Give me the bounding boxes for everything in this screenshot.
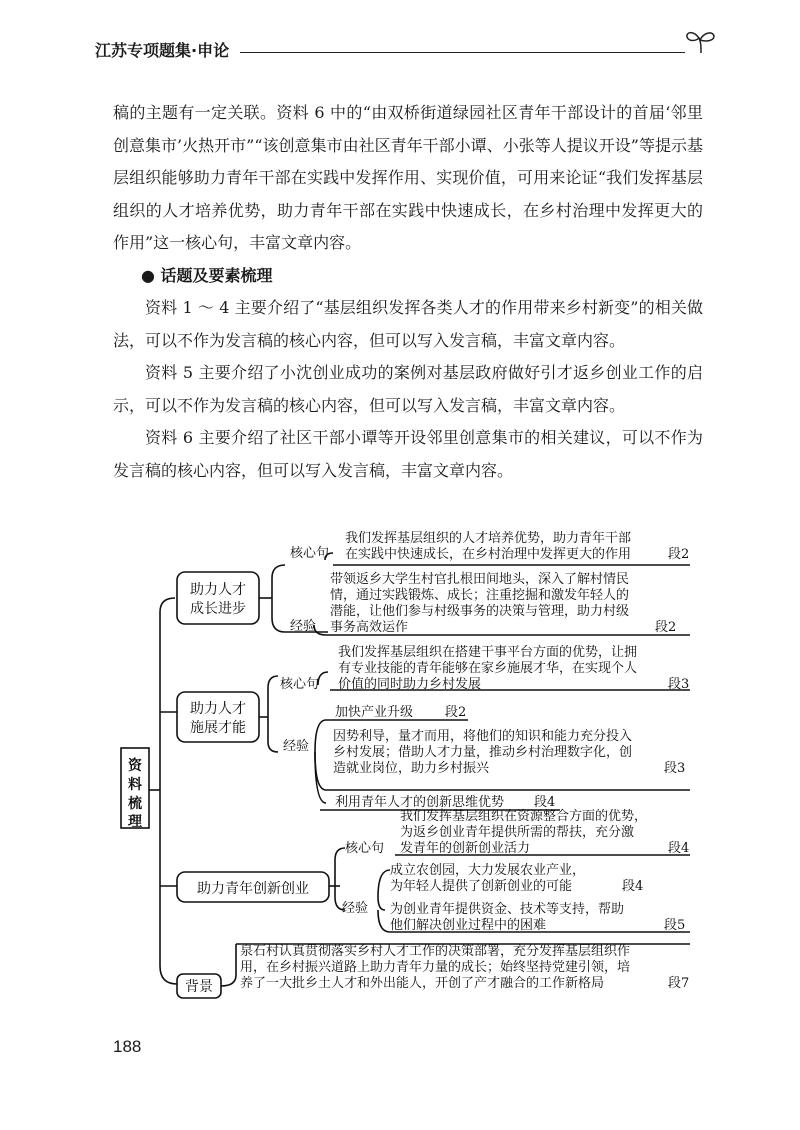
branch3-title: 助力青年创新创业 xyxy=(197,881,309,897)
background-ref: 段7 xyxy=(668,976,690,991)
branch3-exp1-line2: 为年轻人提供了创新创业的可能 xyxy=(390,879,573,894)
branch1-exp-label: 经验 xyxy=(290,619,317,634)
background-title: 背景 xyxy=(185,979,213,995)
branch3-exp2-ref: 段5 xyxy=(664,918,686,933)
branch1-core-label: 核心句 xyxy=(290,546,330,561)
branch3-core-line3: 发青年的创新创业活力 xyxy=(400,841,531,856)
branch3-exp1-ref: 段4 xyxy=(622,879,644,894)
branch2-core-line2: 有专业技能的青年能够在家乡施展才华，在实现个人 xyxy=(338,661,638,676)
background-line2: 用，在乡村振兴道路上助力青年力量的成长；始终坚持党建引领，培 xyxy=(240,960,631,975)
page-number: 188 xyxy=(113,1037,142,1056)
branch2-exp2-line3: 造就业岗位，助力乡村振兴 xyxy=(333,761,490,776)
root-char-4: 理 xyxy=(128,814,142,830)
branch1-exp-ref: 段2 xyxy=(655,620,677,635)
root-char-1: 资 xyxy=(128,758,142,774)
branch2-exp-label: 经验 xyxy=(283,739,310,754)
branch2-core-label: 核心句 xyxy=(280,677,320,692)
branch2-exp1-ref: 段2 xyxy=(445,705,467,720)
root-char-2: 料 xyxy=(128,777,142,793)
branch3-exp2-line1: 为创业青年提供资金、技术等支持，帮助 xyxy=(390,902,625,917)
branch2-core-line1: 我们发挥基层组织在搭建干事平台方面的优势，让拥 xyxy=(338,645,638,660)
section-heading: ● 话题及要素梳理 xyxy=(141,265,273,285)
paragraph: 资料 6 主要介绍了社区干部小谭等开设邻里创意集市的相关建议，可以不作为发言稿的核心内容，但可以写入发言稿，丰富文章内容。 xyxy=(113,428,703,480)
running-header-title: 江苏专项题集·申论 xyxy=(95,41,230,60)
branch2-core-line3: 价值的同时助力乡村发展 xyxy=(338,677,482,692)
branch3-core-line1: 我们发挥基层组织在资源整合方面的优势， xyxy=(400,809,648,824)
branch1-title-line1: 助力人才 xyxy=(190,582,246,598)
branch2-exp3-ref: 段4 xyxy=(534,795,556,810)
background-line1: 泉石村认真贯彻落实乡村人才工作的决策部署，充分发挥基层组织作 xyxy=(240,944,631,959)
branch2-exp2-ref: 段3 xyxy=(664,761,686,776)
branch3-core-ref: 段4 xyxy=(668,841,690,856)
branch3-exp1-line1: 成立农创园，大力发展农业产业， xyxy=(390,863,586,878)
branch1-exp-line4: 事务高效运作 xyxy=(330,620,409,635)
branch2-exp1: 加快产业升级 xyxy=(335,705,414,720)
branch2-title-line2: 施展才能 xyxy=(190,720,246,736)
paragraph: 资料 5 主要介绍了小沈创业成功的案例对基层政府做好引才返乡创业工作的启示，可以不作为发言稿的核心内容，但可以写入发言稿，丰富文章内容。 xyxy=(113,363,703,415)
branch1-core-ref: 段2 xyxy=(668,547,690,562)
branch3-exp2-line2: 他们解决创业过程中的困难 xyxy=(390,918,547,933)
branch2-exp3: 利用青年人才的创新思维优势 xyxy=(335,795,505,810)
branch1-title-line2: 成长进步 xyxy=(190,601,246,617)
branch1-core-line1: 我们发挥基层组织的人才培养优势，助力青年干部 xyxy=(345,531,632,546)
branch3-core-label: 核心句 xyxy=(345,841,385,856)
background-line3: 养了一大批乡土人才和外出能人，开创了产才融合的工作新格局 xyxy=(240,976,605,991)
branch3-exp-label: 经验 xyxy=(342,901,369,916)
branch2-core-ref: 段3 xyxy=(668,677,690,692)
branch3-core-line2: 为返乡创业青年提供所需的帮扶，充分激 xyxy=(400,825,635,840)
branch2-title-line1: 助力人才 xyxy=(190,701,246,717)
root-char-3: 梳 xyxy=(128,796,142,812)
paragraph: 稿的主题有一定关联。资料 6 中的“由双桥街道绿园社区青年干部设计的首届‘邻里创意集市’火热开市”“该创意集市由社区青年干部小谭、小张等人提议开设”等提示基层组织能够助力青年干部在实践中发挥作用、实现价值，可用来论证“我们发挥基层组织的人才培养优势，助力青年干部在实践中快速成长，在乡村治理中发挥更大的作用”这一核心句，丰富文章内容。 xyxy=(113,103,703,252)
branch2-exp2-line2: 乡村发展；借助人才力量，推动乡村治理数字化，创 xyxy=(333,745,633,760)
branch2-exp2-line1: 因势利导，量才而用，将他们的知识和能力充分投入 xyxy=(333,729,633,744)
branch1-exp-line3: 潜能，让他们参与村级事务的决策与管理，助力村级 xyxy=(330,604,630,619)
branch1-core-line2: 在实践中快速成长，在乡村治理中发挥更大的作用 xyxy=(345,547,632,562)
paragraph: 资料 1 ～ 4 主要介绍了“基层组织发挥各类人才的作用带来乡村新变”的相关做法，可以不作为发言稿的核心内容，但可以写入发言稿，丰富文章内容。 xyxy=(113,298,703,350)
branch1-exp-line2: 情，通过实践锻炼、成长；注重挖掘和激发年轻人的 xyxy=(330,588,630,603)
branch1-exp-line1: 带领返乡大学生村官扎根田间地头，深入了解村情民 xyxy=(330,572,630,587)
